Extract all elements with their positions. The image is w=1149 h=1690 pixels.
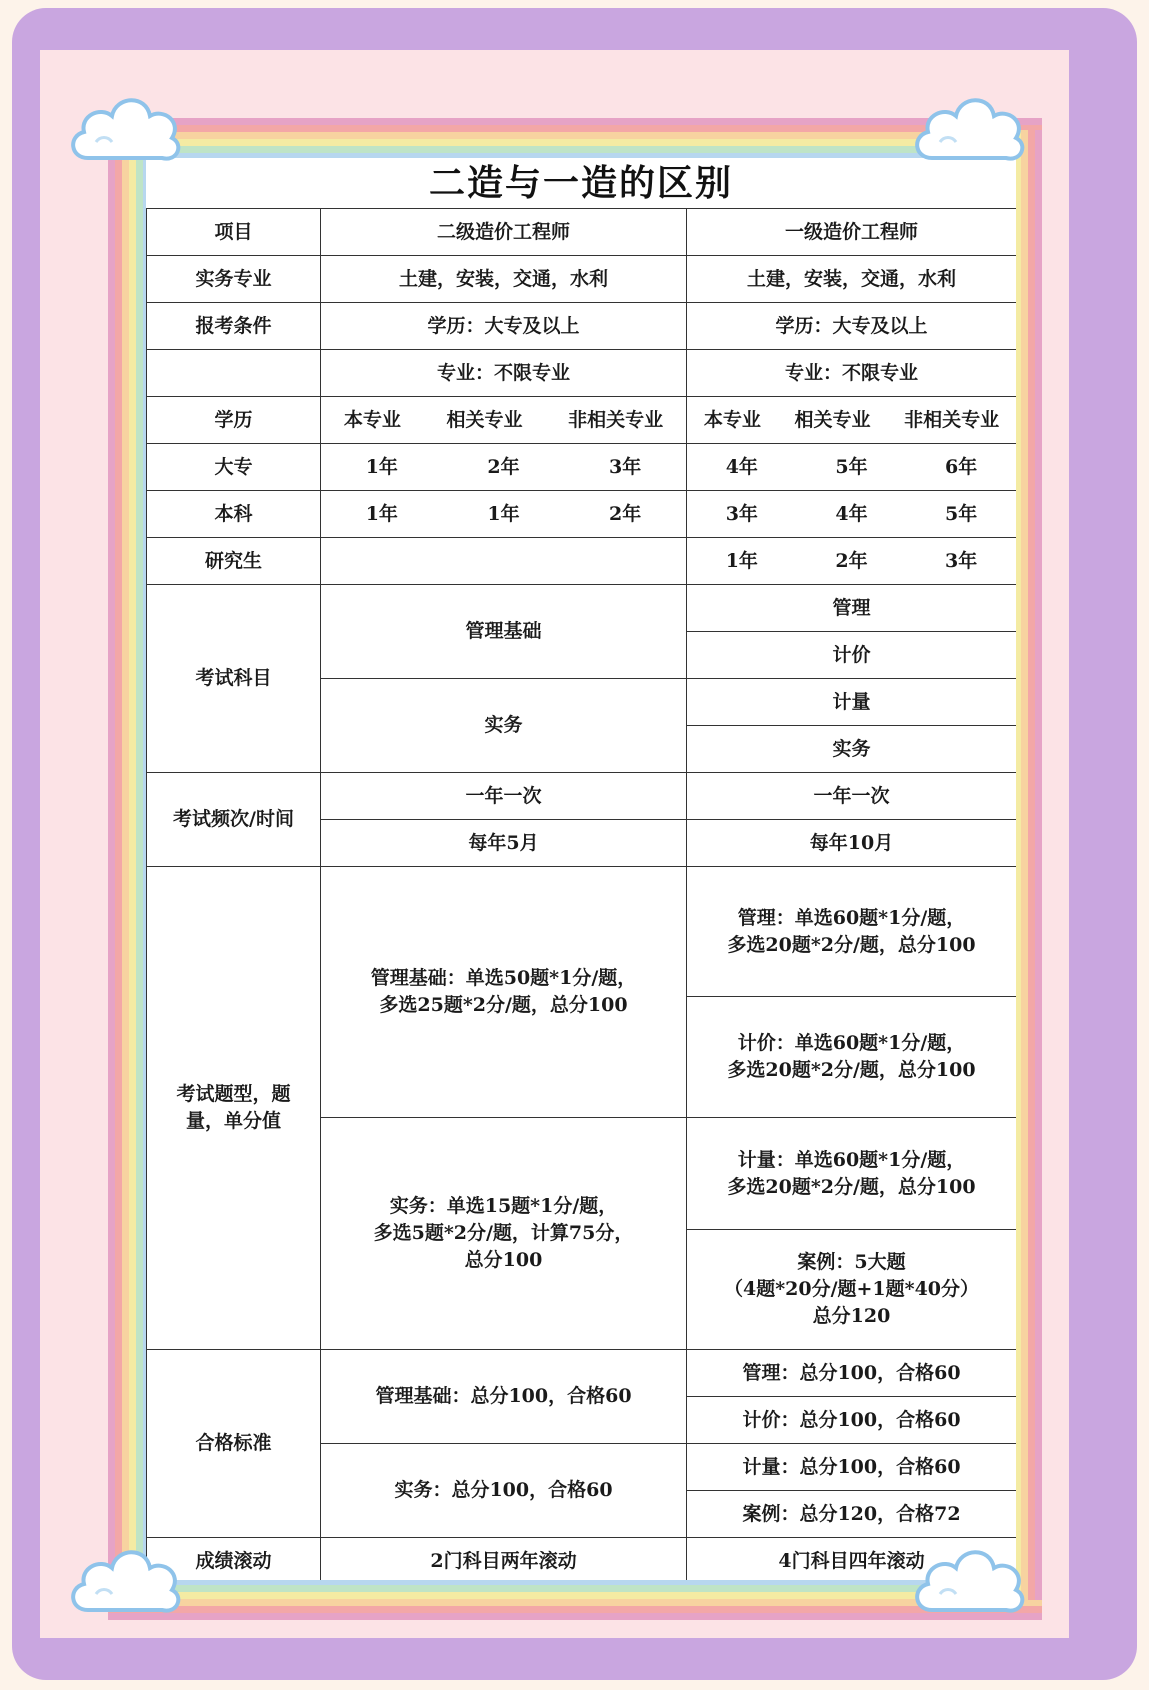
row-label: 考试科目 [147,585,321,773]
cloud-icon [66,88,184,170]
cell: 专业：不限专业 [687,350,1017,397]
table-row [147,397,1017,444]
cell: 管理 [687,585,1017,632]
row-label: 大专 [147,444,321,491]
cloud-icon [910,88,1028,170]
cell: 计价：总分100，合格60 [687,1397,1017,1444]
col-label: 非相关专业 [568,408,664,431]
table-row [147,867,1017,997]
row-label: 考试频次/时间 [147,773,321,867]
value: 5年 [945,502,978,525]
value: 5年 [835,455,868,478]
cell: 每年5月 [321,820,687,867]
label-line: 量，单分值 [185,1110,281,1132]
table-row [147,585,1017,632]
cell [687,1230,1017,1350]
cloud-icon [66,1540,184,1622]
value: 1年 [487,502,520,525]
value: 4年 [835,502,868,525]
cell: 计量 [687,679,1017,726]
table-row [147,256,1017,303]
col-label: 非相关专业 [904,408,1000,431]
cell: 案例：总分120，合格72 [687,1491,1017,1538]
page-title: 二造与一造的区别 [428,162,733,204]
cell [687,867,1017,997]
col-label: 本专业 [703,408,761,431]
line: 管理基础：单选50题*1分/题， [370,967,637,989]
comparison-table [146,208,1016,1580]
line: 总分100 [464,1249,543,1271]
row-label: 研究生 [147,538,321,585]
cell: 计价 [687,632,1017,679]
row-label: 实务专业 [147,256,321,303]
cell: 实务 [687,726,1017,773]
table-row [147,350,1017,397]
table-row [147,444,1017,491]
cell: 学历：大专及以上 [687,303,1017,350]
table-row [147,1538,1017,1581]
table-row [147,491,1017,538]
row-label: 成绩滚动 [147,1538,321,1581]
empty-cell [321,538,687,585]
rainbow-border-bottom [108,1580,1042,1620]
cell: 土建，安装，交通，水利 [687,256,1017,303]
cell [687,538,1017,585]
cell [321,867,687,1118]
cell: 实务 [321,679,687,773]
cell [687,444,1017,491]
line: （4题*20分/题+1题*40分） [723,1278,980,1300]
table-row [147,773,1017,820]
cell [321,1118,687,1350]
row-label: 报考条件 [147,303,321,350]
cell [687,491,1017,538]
line: 总分120 [812,1305,891,1327]
value: 3年 [945,549,978,572]
table-row [147,538,1017,585]
col-label: 本专业 [343,408,401,431]
cell: 实务：总分100，合格60 [321,1444,687,1538]
line: 案例：5大题 [797,1251,906,1273]
value: 3年 [609,455,642,478]
value: 2年 [835,549,868,572]
cell: 一年一次 [321,773,687,820]
table-row [147,209,1017,256]
cell: 管理基础 [321,585,687,679]
line: 多选25题*2分/题，总分100 [379,994,628,1016]
cell: 学历：大专及以上 [321,303,687,350]
cell: 专业：不限专业 [321,350,687,397]
header-level1: 一级造价工程师 [687,209,1017,256]
label-line: 考试题型，题 [176,1083,291,1105]
comparison-sheet [146,158,1016,1580]
header-level2: 二级造价工程师 [321,209,687,256]
cell [687,1118,1017,1230]
value: 4年 [725,455,758,478]
col-label: 相关专业 [446,408,523,431]
row-label: 本科 [147,491,321,538]
line: 计量：单选60题*1分/题， [737,1148,966,1171]
cell [321,491,687,538]
line: 计价：单选60题*1分/题， [737,1032,966,1054]
line: 多选5题*2分/题，计算75分， [373,1222,634,1244]
rainbow-border-left [108,130,150,1600]
value: 1年 [725,549,758,572]
row-label [147,867,321,1350]
cell [687,397,1017,444]
cell: 每年10月 [687,820,1017,867]
cell: 管理基础：总分100，合格60 [321,1350,687,1444]
line: 多选20题*2分/题，总分100 [727,1175,976,1198]
cell: 4门科目四年滚动 [687,1538,1017,1581]
value: 2年 [609,502,642,525]
cell: 一年一次 [687,773,1017,820]
cell: 2门科目两年滚动 [321,1538,687,1581]
line: 实务：单选15题*1分/题， [389,1195,618,1217]
cell [321,444,687,491]
row-label: 合格标准 [147,1350,321,1538]
value: 1年 [365,455,398,478]
cell [687,997,1017,1118]
cell: 计量：总分100，合格60 [687,1444,1017,1491]
cell: 土建，安装，交通，水利 [321,256,687,303]
line: 多选20题*2分/题，总分100 [727,933,976,956]
table-row [147,1350,1017,1397]
line: 管理：单选60题*1分/题， [737,906,966,929]
cell [321,397,687,444]
cloud-icon [910,1540,1028,1622]
row-label: 学历 [147,397,321,444]
value: 3年 [725,502,758,525]
table-row [147,303,1017,350]
value: 1年 [365,502,398,525]
value: 6年 [945,455,978,478]
value: 2年 [487,455,520,478]
empty-cell [147,350,321,397]
col-label: 相关专业 [794,408,871,431]
header-item: 项目 [147,209,321,256]
cell: 管理：总分100，合格60 [687,1350,1017,1397]
line: 多选20题*2分/题，总分100 [727,1059,976,1081]
rainbow-border-top [108,118,1042,158]
